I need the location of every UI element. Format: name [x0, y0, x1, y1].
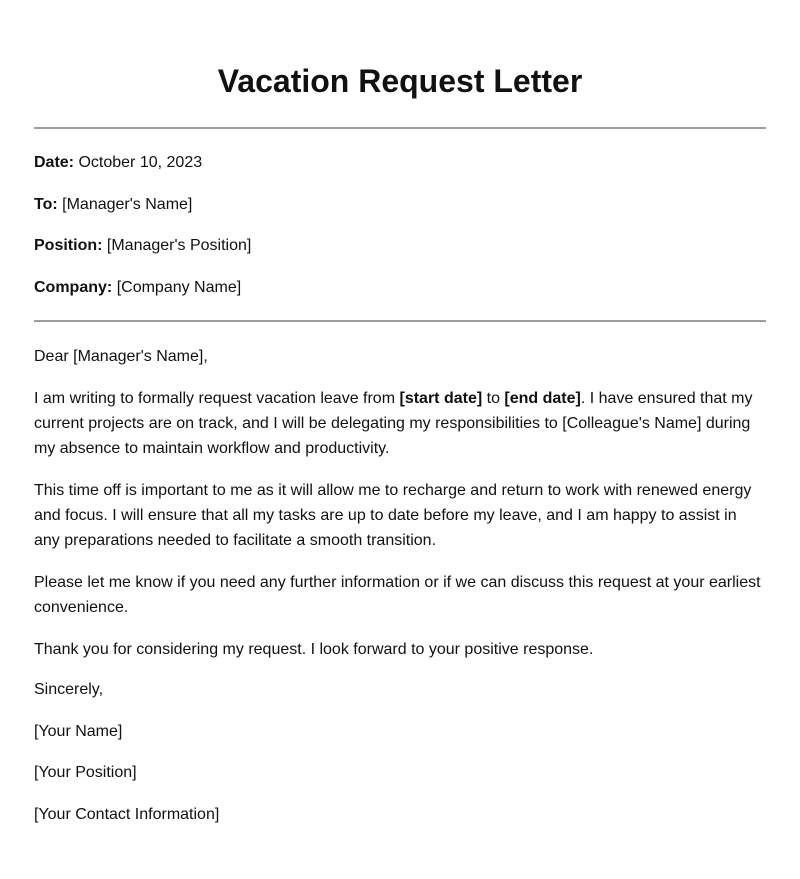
paragraph-request-text-1: I am writing to formally request vacation leave from: [34, 390, 400, 407]
letter-body: [34, 344, 766, 845]
paragraph-reason: This time off is important to me as it will allow me to recharge and return to work with renewed energy and focus. I will ensure that all my tasks are up to date before my leave, and I am happy to assist in any preparations needed to facilitate a smooth transition.: [34, 482, 752, 549]
company-value: [Company Name]: [116, 278, 242, 296]
to-value: [Manager's Name]: [62, 195, 193, 213]
paragraph-request-text-2: to: [482, 390, 505, 407]
company-field: [34, 277, 766, 299]
date-value: October 10, 2023: [78, 154, 203, 171]
company-label: Company:: [34, 278, 113, 296]
page-title: Vacation Request Letter: [217, 63, 583, 99]
position-label: Position:: [34, 237, 103, 254]
date-label: Date:: [34, 154, 75, 171]
paragraph-request: [34, 386, 766, 461]
top-divider: [34, 127, 766, 129]
end-date-placeholder: [end date]: [504, 390, 581, 407]
paragraph-contact: Please let me know if you need any further information or if we can discuss this request at your earliest convenience.: [34, 574, 761, 616]
sender-position: [Your Position]: [34, 764, 137, 781]
date-field: [34, 152, 766, 174]
position-field: [34, 235, 766, 257]
sender-name: [Your Name]: [34, 722, 123, 740]
salutation: Dear [Manager's Name],: [34, 348, 208, 365]
start-date-placeholder: [start date]: [399, 390, 483, 407]
letter-header: [34, 152, 766, 318]
header-divider: [34, 320, 766, 322]
paragraph-thanks: Thank you for considering my request. I look forward to your positive response.: [34, 641, 594, 658]
position-value: [Manager's Position]: [106, 237, 252, 254]
sender-contact: [Your Contact Information]: [34, 805, 220, 823]
to-label: To:: [34, 195, 58, 213]
signoff: Sincerely,: [34, 681, 104, 698]
to-field: [34, 194, 766, 216]
paragraph-request-text-3: . I have ensured that my current projects are on track, and I will be delegating my responsibilities to [Colleague's Name] during my absence to maintain workflow and productivity.: [34, 390, 753, 457]
